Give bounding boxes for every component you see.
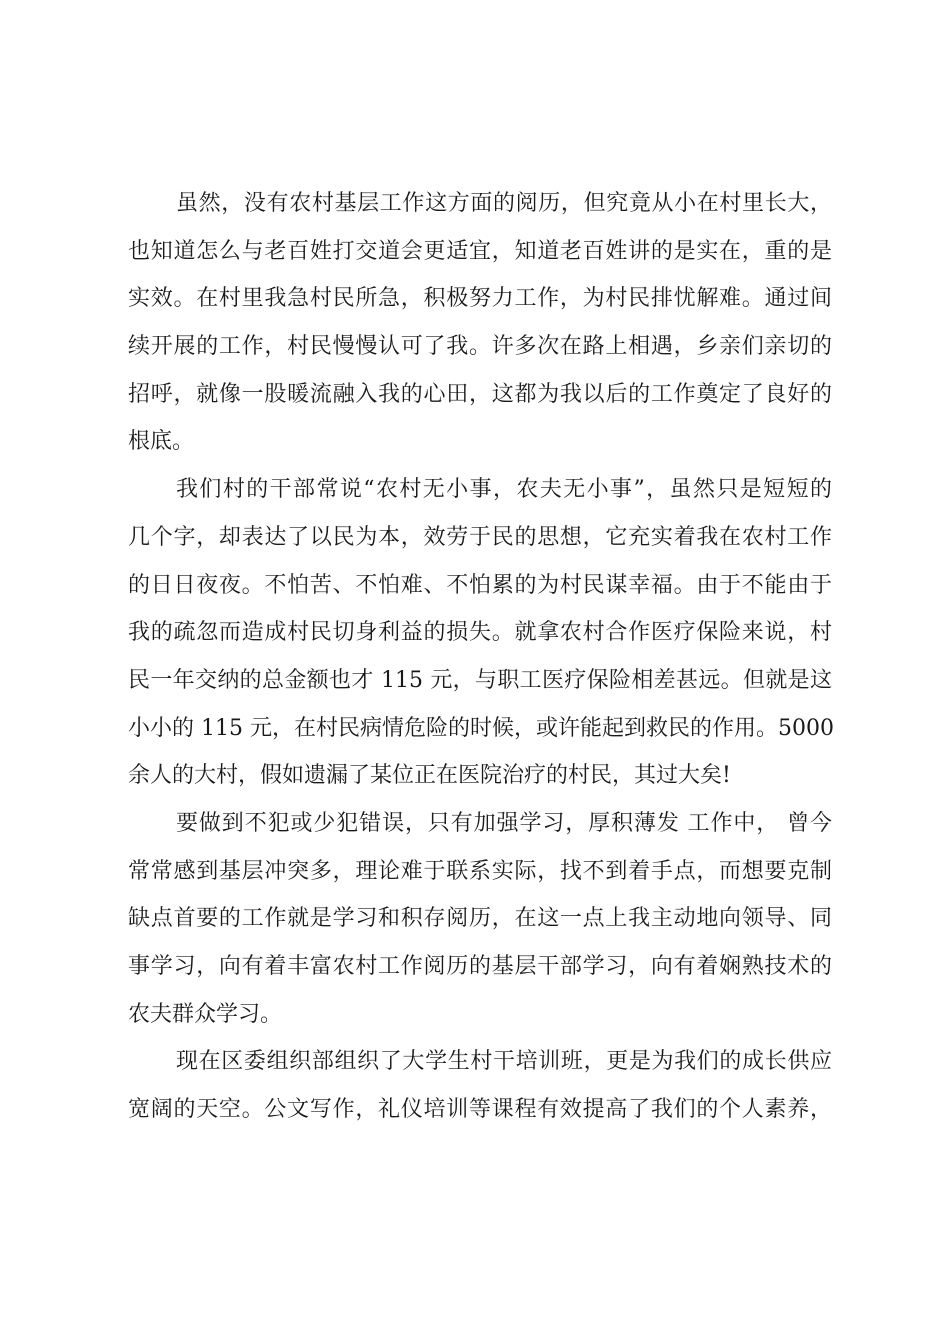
text-line: 现在区委组织部组织了大学生村干培训班，更是为我们的成长供应 [176, 1049, 832, 1075]
text-line: 续开展的工作，村民慢慢认可了我。许多次在路上相遇，乡亲们亲切的 [128, 334, 832, 360]
text-line: 余人的大村，假如遗漏了某位正在医院治疗的村民，其过大矣! [128, 763, 731, 789]
text-line: 要做到不犯或少犯错误，只有加强学习，厚积薄发 工作中， 曾今 [176, 810, 832, 836]
text-line: 也知道怎么与老百姓打交道会更适宜，知道老百姓讲的是实在，重的是 [128, 238, 832, 264]
text-line: 招呼，就像一股暖流融入我的心田，这都为我以后的工作奠定了良好的 [128, 381, 832, 407]
text-line: 农夫群众学习。 [128, 1001, 283, 1027]
text-line: 我们村的干部常说“农村无小事，农夫无小事”，虽然只是短短的 [176, 477, 832, 503]
text-line: 事学习，向有着丰富农村工作阅历的基层干部学习，向有着娴熟技术的 [128, 954, 832, 979]
paragraph-3 [128, 800, 832, 1038]
text-line: 民一年交纳的总金额也才 115 元，与职工医疗保险相差甚远。但就是这 [128, 667, 832, 693]
text-line: 宽阔的天空。公文写作，礼仪培训等课程有效提高了我们的个人素养， [128, 1097, 832, 1123]
text-line: 几个字，却表达了以民为本，效劳于民的思想，它充实着我在农村工作 [128, 524, 832, 550]
text-line: 实效。在村里我急村民所急，积极努力工作，为村民排忧解难。通过间 [128, 286, 832, 312]
paragraph-2 [128, 466, 832, 800]
document-body [128, 180, 832, 1134]
text-line: 的日日夜夜。不怕苦、不怕难、不怕累的为村民谋幸福。由于不能由于 [128, 572, 832, 598]
text-line: 缺点首要的工作就是学习和积存阅历，在这一点上我主动地向领导、同 [128, 906, 832, 932]
text-line: 常常感到基层冲突多，理论难于联系实际，找不到着手点，而想要克制 [128, 858, 832, 884]
text-line: 我的疏忽而造成村民切身利益的损失。就拿农村合作医疗保险来说，村 [128, 620, 832, 646]
text-line: 小小的 115 元，在村民病情危险的时候，或许能起到救民的作用。5000 [128, 715, 834, 741]
paragraph-4 [128, 1038, 832, 1133]
text-line: 虽然，没有农村基层工作这方面的阅历，但究竟从小在村里长大， [176, 191, 832, 216]
paragraph-1 [128, 180, 832, 466]
text-line: 根底。 [128, 429, 195, 455]
